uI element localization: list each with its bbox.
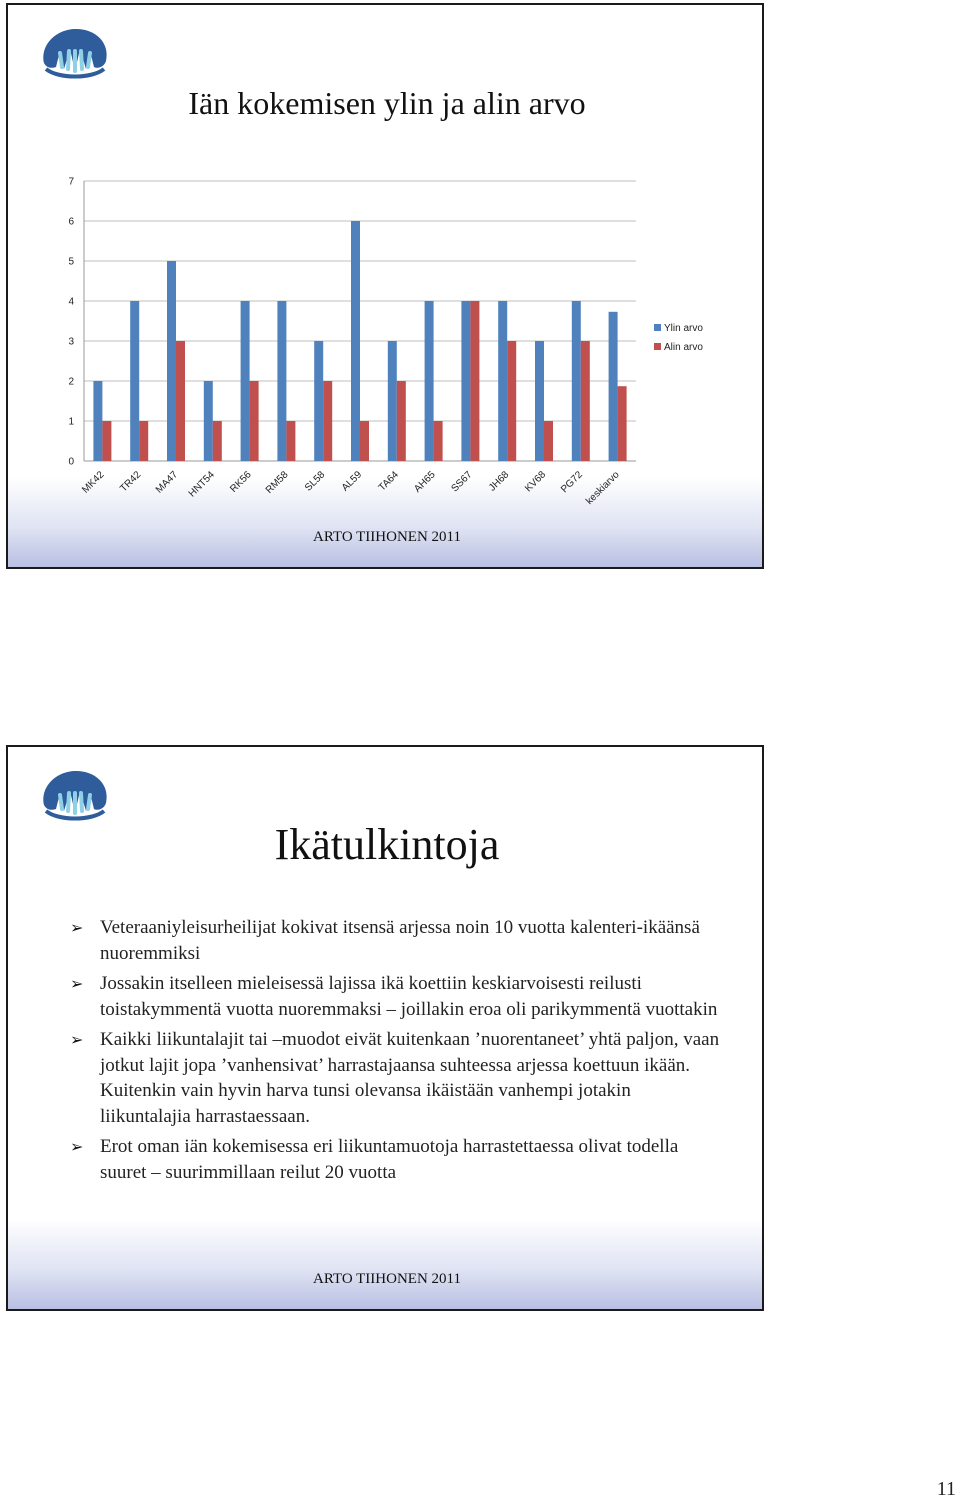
y-tick-label: 3 — [68, 336, 74, 348]
x-category-label: SS67 — [449, 469, 475, 495]
x-category-label: keskiarvo — [584, 469, 622, 507]
x-category-label: AH65 — [412, 469, 438, 495]
x-category-label: PG72 — [559, 469, 585, 496]
page-number: 11 — [936, 1478, 956, 1500]
bar-ylin — [93, 381, 102, 461]
x-category-label: JH68 — [487, 469, 512, 494]
bar-alin — [544, 421, 553, 461]
bar-alin — [139, 421, 148, 461]
bar-ylin — [241, 301, 250, 461]
bar-ylin — [351, 221, 360, 461]
arrow-bullet-icon: ➢ — [70, 1137, 84, 1156]
slide-age-interpretations — [6, 745, 764, 1311]
y-tick-label: 4 — [68, 296, 74, 308]
bullet-text: Jossakin itselleen mieleisessä lajissa ikä koettiin keskiarvoisesti reilusti toistakymmentä vuotta nuoremmaksi – joillakin eroa oli parikymmentä vuottakin — [100, 973, 718, 1020]
x-category-label: RK56 — [228, 469, 254, 495]
slide-title: Iän kokemisen ylin ja alin arvo — [188, 85, 586, 121]
bar-alin — [360, 421, 369, 461]
shell-logo-icon — [38, 765, 112, 825]
x-category-label: AL59 — [339, 469, 365, 494]
bar-alin — [102, 421, 111, 461]
slide-footer: ARTO TIIHONEN 2011 — [313, 529, 461, 545]
bar-alin — [176, 341, 185, 461]
x-category-label: KV68 — [523, 469, 549, 495]
bar-ylin — [498, 301, 507, 461]
bullet-text: Erot oman iän kokemisessa eri liikuntamuotoja harrastettaessa olivat todella suuret – suurimmillaan reilut 20 vuotta — [100, 1136, 679, 1183]
y-tick-label: 1 — [68, 416, 74, 428]
legend-label: Ylin arvo — [664, 323, 703, 334]
x-category-label: MK42 — [80, 469, 107, 496]
bar-ylin — [314, 341, 323, 461]
bar-alin — [397, 381, 406, 461]
arrow-bullet-icon: ➢ — [70, 918, 84, 937]
bar-alin — [618, 386, 627, 461]
bar-ylin — [609, 312, 618, 461]
bar-ylin — [572, 301, 581, 461]
bullet-item — [70, 915, 720, 966]
legend-swatch — [654, 343, 661, 350]
bar-alin — [250, 381, 259, 461]
bullet-item — [70, 1134, 720, 1185]
slide-footer: ARTO TIIHONEN 2011 — [313, 1271, 461, 1287]
y-tick-label: 5 — [68, 256, 74, 268]
y-tick-label: 2 — [68, 376, 74, 388]
bar-alin — [507, 341, 516, 461]
bar-alin — [323, 381, 332, 461]
bullet-item — [70, 971, 720, 1022]
arrow-bullet-icon: ➢ — [70, 1030, 84, 1049]
bullet-list — [70, 915, 720, 1190]
bar-alin — [470, 301, 479, 461]
bar-ylin — [130, 301, 139, 461]
x-category-label: TA64 — [376, 469, 401, 494]
legend-swatch — [654, 324, 661, 331]
y-tick-label: 7 — [68, 176, 74, 188]
bar-alin — [434, 421, 443, 461]
slide-title: Ikätulkintoja — [274, 820, 500, 869]
bar-alin — [581, 341, 590, 461]
bar-ylin — [461, 301, 470, 461]
bar-ylin — [425, 301, 434, 461]
x-category-label: HNT54 — [186, 469, 217, 500]
y-tick-label: 0 — [68, 456, 74, 468]
arrow-bullet-icon: ➢ — [70, 974, 84, 993]
bar-ylin — [167, 261, 176, 461]
legend-label: Alin arvo — [664, 342, 703, 353]
x-category-label: MA47 — [153, 469, 181, 496]
bar-ylin — [204, 381, 213, 461]
x-category-label: SL58 — [303, 469, 328, 494]
x-category-label: TR42 — [118, 469, 144, 495]
bar-ylin — [388, 341, 397, 461]
bar-chart — [8, 5, 764, 525]
y-tick-label: 6 — [68, 216, 74, 228]
bar-ylin — [535, 341, 544, 461]
bullet-text: Veteraaniyleisurheilijat kokivat itsensä arjessa noin 10 vuotta kalenteri-ikäänsä nuoremmiksi — [100, 917, 700, 964]
bar-alin — [213, 421, 222, 461]
bullet-text: Kaikki liikuntalajit tai –muodot eivät kuitenkaan ’nuorentaneet’ yhtä paljon, vaan jotkut lajit jopa ’vanhensivat’ harrastajaansa suhteessa arjessa koettuun ikään. Kuitenkin vain hyvin harva tunsi olevansa ikäistään vanhempi jotakin liikuntalajia harrastaessaan. — [100, 1029, 720, 1127]
x-category-label: RM58 — [263, 469, 291, 496]
bar-ylin — [277, 301, 286, 461]
bar-alin — [286, 421, 295, 461]
slide-age-chart — [6, 3, 764, 569]
bullet-item — [70, 1027, 720, 1129]
